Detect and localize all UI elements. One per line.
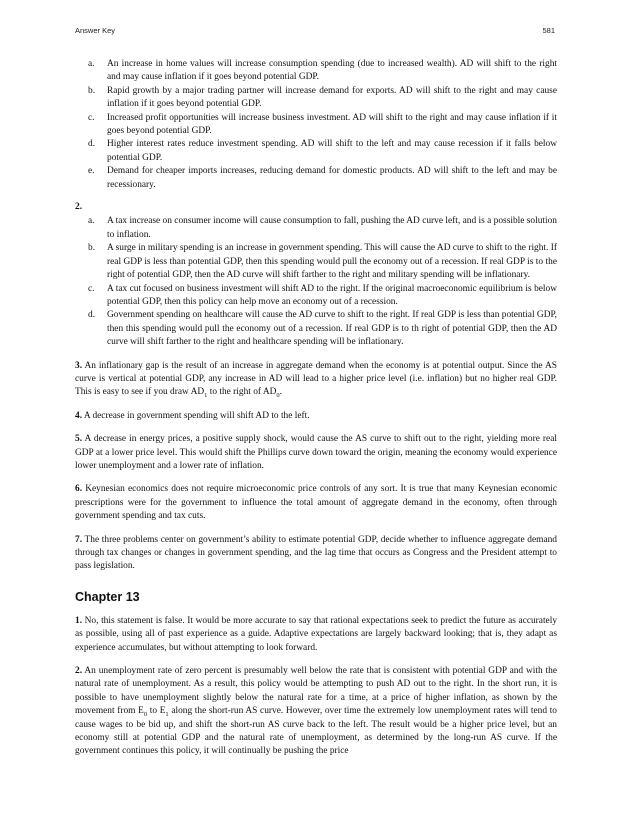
item-text: A tax increase on consumer income will cause consumption to fall, pushing the AD curve left, and is a possible solution to inflation. (107, 216, 557, 240)
answer-number: 1. (75, 615, 83, 626)
answer-3: 3. An inflationary gap is the result of an increase in aggregate demand when the economy is at potential output. Since the AS curve is vertical at potential GDP, any increase in AD will lead to a higher price level (i.e. inflation) but no higher real GDP. This is easy to see if you draw $AD_1$ to the right of $AD_0$. (75, 360, 558, 400)
running-header (75, 26, 555, 35)
q2-number: 2. (75, 202, 83, 213)
answer-7: 7. The three problems center on government’s ability to estimate potential GDP, decide whether to influence aggregate demand through tax changes or changes in government spending, and the lag time that occurs as Congress and the President attempt to pass legislation. (75, 534, 557, 572)
list-item (75, 165, 557, 192)
answer-number: 2. (75, 666, 83, 677)
answer-number: 5. (75, 434, 83, 445)
item-text: Rapid growth by a major trading partner will increase demand for exports. AD will shift to the right and may cause inflation if it goes beyond potential GDP. (107, 85, 557, 110)
chapter13-answer-2: 2. An unemployment rate of zero percent is presumably well below the rate that is consistent with potential GDP and with the natural rate of unemployment. As a result, this policy would be attempting to push AD out to the right. In the short run, it is possible to have unemployment slightly below the natural rate for a time, at a price of higher inflation, as shown by the movement from $E_0$ to $E_1$ along the short-run AS curve. However, over time the extremely low unemployment rates will tend to cause wages to be bid up, and shift the short-run AS curve back to the left. The result would be a higher price level, but an economy still at potential GDP and the natural rate of unemployment, as determined by the long-run AS curve. If the government continues this policy, it will continually be pushing the price (75, 666, 557, 757)
list-item (75, 138, 557, 165)
list-item (75, 112, 557, 139)
list-item (75, 58, 557, 85)
answer-4: 4. A decrease in government spending will shift AD to the left. (75, 410, 310, 421)
chapter13-answer-1: 1. No, this statement is false. It would be more accurate to say that rational expectations seek to predict the future as accurately as possible, using all of past experience as a guide. Adaptive expectations are largely backward looking; that is, they adapt as experience accumulates, but without attempting to look forward. (75, 615, 558, 653)
item-text: An increase in home values will increase consumption spending (due to increased wealth). AD will shift to the right and may cause inflation if it goes beyond potential GDP. (107, 59, 557, 83)
answer-number: 3. (75, 360, 83, 371)
answer-number: 7. (75, 534, 83, 545)
item-marker: c. (88, 112, 95, 123)
page-number: 581 (542, 26, 555, 35)
item-marker: a. (88, 59, 95, 69)
answer-number: 4. (75, 410, 83, 421)
answer-6: 6. Keynesian economics does not require microeconomic price controls of any sort. It is true that many Keynesian economic prescriptions were for the government to influence the total amount of aggregate demand in the economy, often through government spending and tax cuts. (75, 484, 558, 522)
item-marker: b. (88, 85, 96, 96)
item-text: A tax cut focused on business investment will shift AD to the right. If the original macroeconomic equilibrium is below potential GDP, then this policy can help move an economy out of a recession. (107, 283, 557, 307)
answer-5: 5. A decrease in energy prices, a positive supply shock, would cause the AS curve to shift out to the right, yielding more real GDP at a lower price level. This would shift the Phillips curve down toward the origin, meaning the economy would experience lower unemployment and a lower rate of inflation. (75, 434, 557, 471)
item-text: Government spending on healthcare will cause the AD curve to shift to the right. If real GDP is less than potential GDP, then this spending would pull the economy out of a recession. If real GDP is to th right of potential GDP, then the AD curve will shift farther to the right and healthcare spending will be inflationary. (107, 310, 557, 348)
answer-number: 6. (75, 484, 83, 495)
item-text: Higher interest rates reduce investment spending. AD will shift to the left and may cause recession if it falls below potential GDP. (107, 139, 557, 163)
list-item (75, 242, 557, 282)
header-section-title: Answer Key (75, 26, 116, 35)
item-marker: d. (88, 139, 96, 150)
item-marker: e. (88, 166, 95, 177)
answer-content (75, 58, 557, 759)
item-marker: d. (88, 310, 96, 321)
item-text: Increased profit opportunities will increase business investment. AD will shift to the right and may cause inflation if it goes beyond potential GDP. (107, 112, 557, 137)
item-marker: c. (88, 283, 95, 294)
list-item (75, 215, 557, 242)
item-marker: b. (88, 243, 96, 254)
list-item (75, 309, 557, 349)
q2-answer-list (75, 215, 557, 349)
q1-answer-list (75, 58, 557, 192)
chapter-heading: Chapter 13 (75, 589, 140, 604)
item-text: Demand for cheaper imports increases, reducing demand for domestic products. AD will shift to the left and may be recessionary. (107, 166, 557, 190)
item-marker: a. (88, 216, 95, 227)
item-text: A surge in military spending is an increase in government spending. This will cause the AD curve to shift to the right. If real GDP is less than potential GDP, then this spending would pull the economy out of a recession. If real GDP is to the right of potential GDP, then the AD curve will shift farther to the right and military spending will be inflationary. (107, 243, 557, 281)
list-item (75, 283, 557, 310)
list-item (75, 85, 557, 112)
